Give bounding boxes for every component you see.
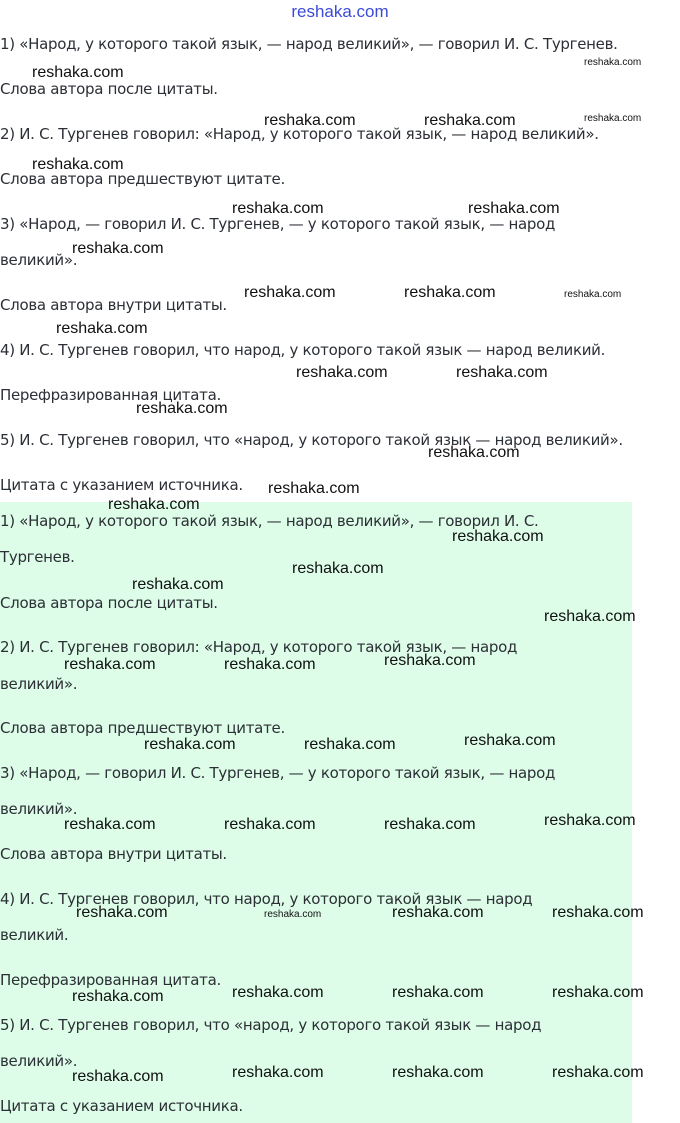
answer-line: великий».	[0, 800, 78, 818]
answer-line: Тургенев.	[0, 548, 75, 566]
answer-line: Перефразированная цитата.	[0, 971, 221, 989]
watermark: reshaka.com	[464, 732, 556, 749]
watermark: reshaka.com	[384, 816, 476, 833]
task-line: 2) И. С. Тургенев говорил: «Народ, у которого такой язык, — народ великий».	[0, 125, 599, 143]
watermark: reshaka.com	[424, 112, 516, 129]
watermark: reshaka.com	[552, 904, 644, 921]
watermark: reshaka.com	[292, 560, 384, 577]
watermark: reshaka.com	[72, 988, 164, 1005]
watermark: reshaka.com	[32, 156, 124, 173]
watermark: reshaka.com	[392, 904, 484, 921]
answer-line: Слова автора предшествуют цитате.	[0, 719, 285, 737]
answer-line: 1) «Народ, у которого такой язык, — народ великий», — говорил И. С.	[0, 512, 539, 530]
answer-line: 4) И. С. Тургенев говорил, что народ, у которого такой язык — народ	[0, 890, 533, 908]
watermark: reshaka.com	[544, 812, 636, 829]
watermark: reshaka.com	[224, 816, 316, 833]
watermark: reshaka.com	[584, 57, 642, 68]
watermark: reshaka.com	[64, 656, 156, 673]
watermark: reshaka.com	[76, 904, 168, 921]
watermark: reshaka.com	[232, 984, 324, 1001]
task-line: Слова автора предшествуют цитате.	[0, 170, 285, 188]
watermark: reshaka.com	[544, 608, 636, 625]
watermark: reshaka.com	[404, 284, 496, 301]
task-line: Слова автора внутри цитаты.	[0, 296, 227, 314]
watermark: reshaka.com	[552, 1064, 644, 1081]
watermark: reshaka.com	[452, 528, 544, 545]
watermark: reshaka.com	[232, 200, 324, 217]
watermark: reshaka.com	[32, 64, 124, 81]
task-line: Слова автора после цитаты.	[0, 80, 218, 98]
watermark: reshaka.com	[244, 284, 336, 301]
answer-line: великий».	[0, 1052, 78, 1070]
task-line: 5) И. С. Тургенев говорил, что «народ, у которого такой язык — народ великий».	[0, 431, 623, 449]
task-line: 3) «Народ, — говорил И. С. Тургенев, — у которого такой язык, — народ	[0, 215, 556, 233]
watermark: reshaka.com	[468, 200, 560, 217]
answer-line: Цитата с указанием источника.	[0, 1097, 243, 1115]
watermark: reshaka.com	[72, 1068, 164, 1085]
answer-line: 2) И. С. Тургенев говорил: «Народ, у которого такой язык, — народ	[0, 638, 518, 656]
watermark: reshaka.com	[552, 984, 644, 1001]
answer-line: великий.	[0, 926, 69, 944]
answer-line: 3) «Народ, — говорил И. С. Тургенев, — у которого такой язык, — народ	[0, 764, 556, 782]
task-line: 4) И. С. Тургенев говорил, что народ, у которого такой язык — народ великий.	[0, 341, 606, 359]
watermark: reshaka.com	[108, 496, 200, 513]
answer-line: великий».	[0, 675, 78, 693]
answer-line: Слова автора после цитаты.	[0, 594, 218, 612]
watermark: reshaka.com	[296, 364, 388, 381]
watermark: reshaka.com	[392, 984, 484, 1001]
task-line: 1) «Народ, у которого такой язык, — народ великий», — говорил И. С. Тургенев.	[0, 35, 618, 53]
task-line: Перефразированная цитата.	[0, 386, 221, 404]
task-line: великий».	[0, 251, 78, 269]
watermark: reshaka.com	[584, 113, 642, 124]
watermark: reshaka.com	[224, 656, 316, 673]
watermark: reshaka.com	[456, 364, 548, 381]
watermark: reshaka.com	[384, 652, 476, 669]
watermark: reshaka.com	[564, 289, 622, 300]
watermark: reshaka.com	[264, 909, 322, 920]
watermark: reshaka.com	[392, 1064, 484, 1081]
watermark: reshaka.com	[232, 1064, 324, 1081]
watermark: reshaka.com	[136, 400, 228, 417]
watermark: reshaka.com	[72, 240, 164, 257]
answer-line: Слова автора внутри цитаты.	[0, 845, 227, 863]
task-line: Цитата с указанием источника.	[0, 476, 243, 494]
watermark: reshaka.com	[132, 576, 224, 593]
answer-line: 5) И. С. Тургенев говорил, что «народ, у которого такой язык — народ	[0, 1016, 542, 1034]
watermark: reshaka.com	[264, 112, 356, 129]
watermark: reshaka.com	[64, 816, 156, 833]
site-header[interactable]: reshaka.com	[291, 2, 389, 21]
watermark: reshaka.com	[144, 736, 236, 753]
watermark: reshaka.com	[304, 736, 396, 753]
watermark: reshaka.com	[268, 480, 360, 497]
watermark: reshaka.com	[428, 444, 520, 461]
watermark: reshaka.com	[56, 320, 148, 337]
